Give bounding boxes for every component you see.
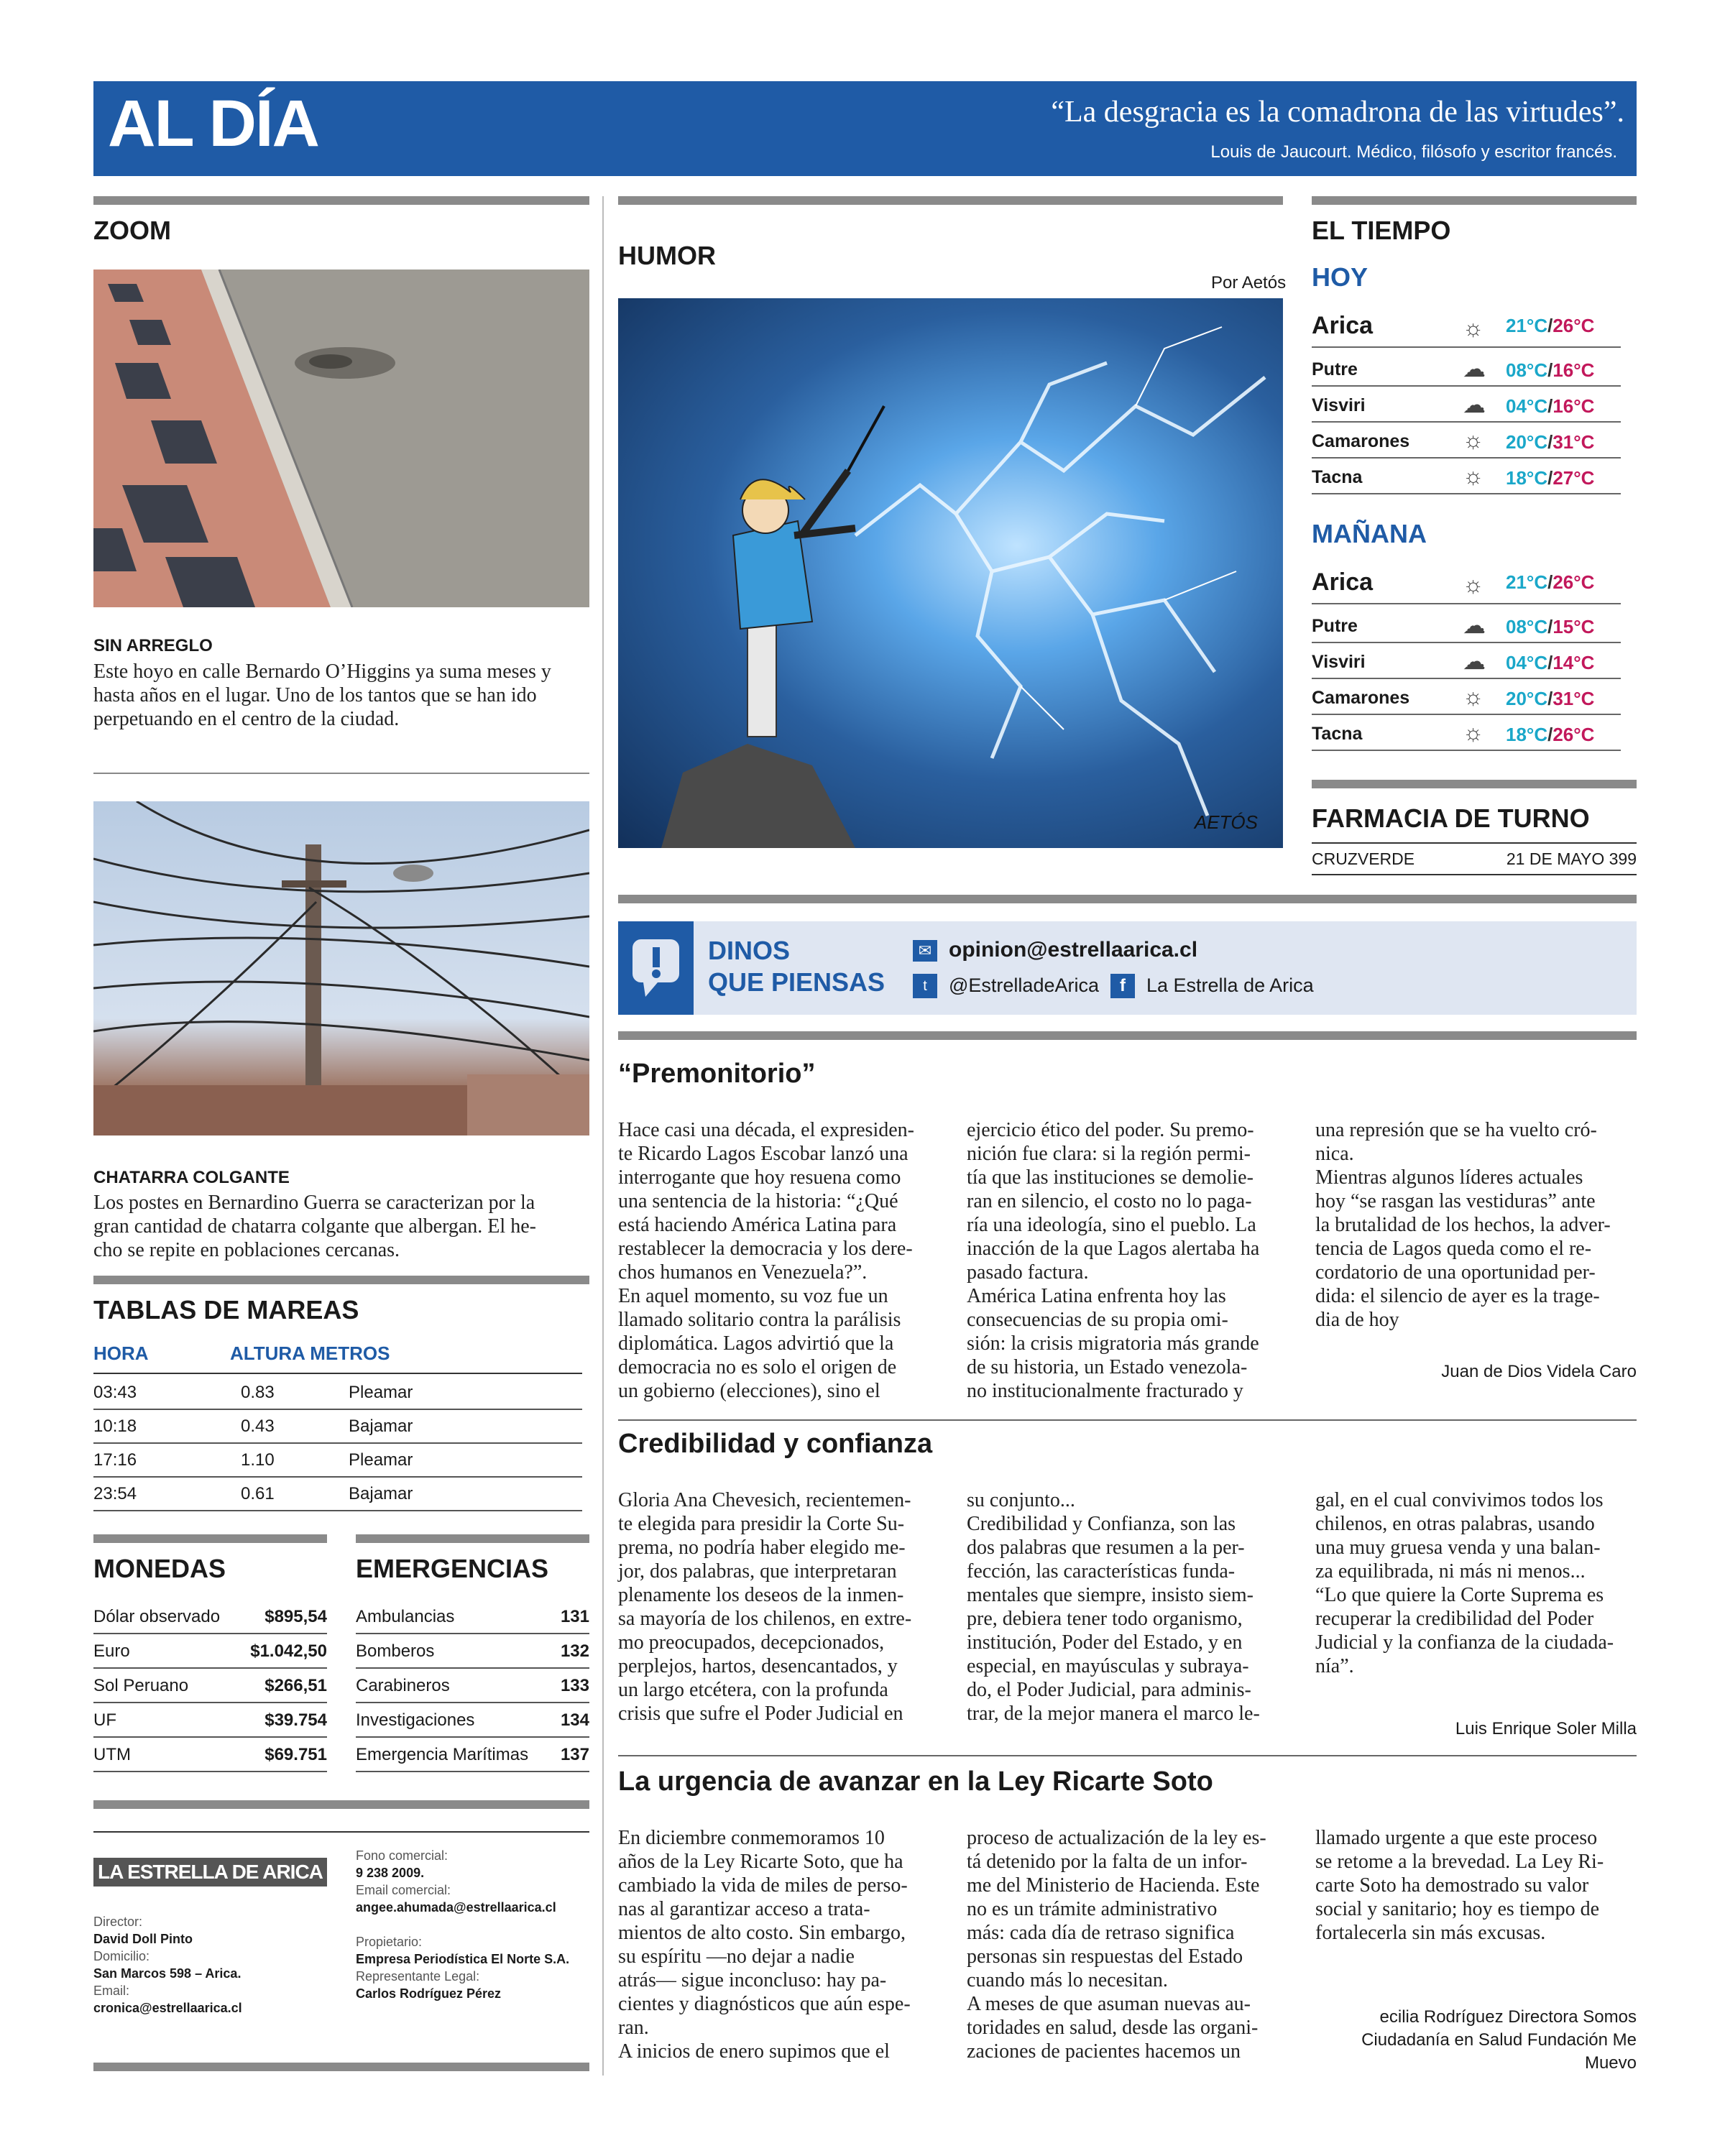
emergencies-name: Carabineros [356,1676,450,1695]
weather-max: 26°C [1552,315,1595,336]
facebook-icon: f [1110,974,1135,998]
divider [93,773,589,774]
tide-type: Bajamar [349,1484,413,1503]
weather-city: Visviri [1312,395,1366,415]
divider [93,1276,589,1284]
temp-separator: / [1547,359,1553,381]
emergencies-name: Investigaciones [356,1710,475,1730]
temp-separator: / [1547,395,1553,417]
weather-row [1312,351,1621,387]
header-quote-author: Louis de Jaucourt. Médico, filósofo y escritor francés. [1210,142,1617,162]
humor-title: HUMOR [618,241,716,270]
tides-header [93,1342,582,1374]
temp-separator: / [1547,431,1553,453]
emergencies-value: 134 [560,1710,589,1730]
letter-title: Credibilidad y confianza [618,1429,933,1459]
tide-type: Bajamar [349,1416,413,1436]
tide-height: 0.83 [241,1383,275,1402]
weather-tomorrow-label: MAÑANA [1312,519,1427,548]
divider [356,1534,589,1543]
tide-hour: 17:16 [93,1450,137,1470]
zoom-caption-2 [93,1191,597,1262]
weather-city: Visviri [1312,652,1366,672]
tides-col-hour: HORA [93,1342,149,1364]
divider [1312,196,1637,205]
weather-temps [1506,616,1594,638]
feedback-icon-bg [618,921,694,1015]
currencies-name: UTM [93,1745,131,1764]
humor-credit: Por Aetós [1211,273,1287,292]
twitter-icon: t [913,974,937,998]
zoom-caption-title-2: CHATARRA COLGANTE [93,1168,290,1187]
weather-title: EL TIEMPO [1312,216,1451,245]
legal-label: Representante Legal: [356,1969,480,1984]
caption-line: Este hoyo en calle Bernardo O’Higgins ya suma meses y [93,660,551,683]
weather-min: 21°C [1506,315,1548,336]
weather-min: 20°C [1506,431,1548,453]
zoom-photo-pothole [93,270,589,607]
table-row [93,1634,327,1669]
caption-line: cho se repite en poblaciones cercanas. [93,1239,400,1261]
weather-temps [1506,688,1594,710]
divider [618,196,1283,205]
weather-max: 26°C [1552,724,1595,745]
table-row [356,1669,589,1703]
temp-separator: / [1547,616,1553,637]
zoom-caption-title-1: SIN ARREGLO [93,636,213,655]
weather-city: Camarones [1312,431,1410,451]
letter-column: Gloria Ana Chevesich, recientemen- te elegida para presidir la Corte Su- prema, no podría haber elegido me- jor, dos palabras, que interpretaran plenamente los deseos de la inmen- sa mayoría de los chilenos, en extre- mo preocupados, decepcionados, perplejos, hartos, desencantados, y un largo etcétera, con la profunda crisis que sufre el Poder Judicial en [618,1489,912,1725]
weather-row [1312,643,1621,679]
feedback-title-2: QUE PIENSAS [708,967,886,997]
phone-label: Fono comercial: [356,1848,448,1863]
weather-row [1312,564,1621,604]
cloud-sun-rain-icon: ☁ [1463,612,1486,638]
table-row [93,1443,582,1478]
masthead-left [93,1913,242,2017]
sun-icon: ☼ [1463,719,1484,745]
tides-title: TABLAS DE MAREAS [93,1295,359,1325]
weather-city: Arica [1312,312,1374,339]
owner-label: Propietario: [356,1935,423,1949]
table-row [93,1477,582,1511]
divider [93,2063,589,2071]
weather-max: 26°C [1552,571,1595,593]
cloud-sun-rain-icon: ☁ [1463,392,1486,418]
weather-temps [1506,431,1594,453]
temp-separator: / [1547,571,1553,593]
caption-line: Los postes en Bernardino Guerra se caracterizan por la [93,1192,535,1214]
weather-row [1312,308,1621,348]
emergencies-name: Ambulancias [356,1607,455,1626]
table-row [356,1738,589,1772]
weather-max: 14°C [1552,652,1595,673]
weather-min: 18°C [1506,724,1548,745]
weather-temps [1506,395,1594,418]
divider [93,1800,589,1809]
table-row [93,1703,327,1738]
weather-min: 04°C [1506,652,1548,673]
letter-column: una represión que se ha vuelto cró- nica. Mientras algunos líderes actuales hoy “se rasgan las vestiduras” ante la brutalidad de los hechos, la adver- tencia de Lagos queda como el re- cordatorio de una oportunidad per- dida: el silencio de ayer es la trage- dia de hoy [1315,1119,1611,1331]
email[interactable]: cronica@estrellaarica.cl [93,2001,242,2015]
sun-icon: ☼ [1463,315,1484,341]
weather-row [1312,423,1621,459]
letter-column: proceso de actualización de la ley es- tá detenido por la falta de un infor- me del Ministerio de Hacienda. Este no es un trámite administrativo más: cada día de retraso significa personas sin respuestas del Estado cuando más lo necesitan. A meses de que asuman nuevas au- toridades en salud, desde las organi- zaciones de pacientes hacemos un [967,1827,1266,2063]
divider [618,1031,1637,1040]
temp-separator: / [1547,467,1553,489]
divider [93,1534,327,1543]
pharmacy-name: CRUZVERDE [1312,849,1415,868]
column-divider [602,196,604,2076]
letter-column: ejercicio ético del poder. Su premo- nición fue clara: si la región permi- tía que las instituciones se demolie- ran en silencio, el costo no lo paga- ría una ideología, sino el pueblo. La inacción de la que Lagos alertaba ha pasado factura. América Latina enfrenta hoy las consecuencias de su propia omi- sión: la crisis migratoria más grande de su historia, un Estado venezola- no institucionalmente fracturado y [967,1119,1260,1402]
tide-height: 0.61 [241,1484,275,1503]
weather-city: Tacna [1312,467,1363,487]
weather-city: Putre [1312,359,1358,379]
weather-max: 15°C [1552,616,1595,637]
letter-column: Hace casi una década, el expresiden- te Ricardo Lagos Escobar lanzó una interrogante que hoy resuena como una sentencia de la historia: “¿Qué está haciendo América Latina para restablecer la democracia y los dere- chos humanos en Venezuela?”. En aquel momento, su voz fue un llamado solitario contra la parálisis diplomática. Lagos advirtió que la democracia no es solo el origen de un gobierno (elecciones), sino el [618,1119,914,1402]
phone: 9 238 2009. [356,1866,425,1880]
divider [93,196,589,205]
weather-city: Arica [1312,568,1374,596]
director-label: Director: [93,1915,143,1929]
emergencies-value: 131 [560,1607,589,1626]
emergencies-value: 137 [560,1745,589,1764]
tide-type: Pleamar [349,1450,413,1470]
zoom-title: ZOOM [93,216,171,245]
weather-min: 21°C [1506,571,1548,593]
caption-line: hasta años en el lugar. Uno de los tantos que se han ido [93,684,537,706]
cloud-sun-rain-icon: ☁ [1463,356,1486,382]
weather-city: Camarones [1312,688,1410,708]
weather-max: 31°C [1552,688,1595,709]
table-row [93,1409,582,1444]
zoom-photo-cables [93,801,589,1135]
divider [618,1755,1637,1756]
legal-representative: Carlos Rodríguez Pérez [356,1986,502,2001]
weather-min: 04°C [1506,395,1548,417]
currencies-value: $1.042,50 [250,1641,327,1661]
weather-max: 16°C [1552,395,1595,417]
weather-min: 20°C [1506,688,1548,709]
tides-col-height: ALTURA METROS [230,1342,390,1364]
currencies-value: $39.754 [264,1710,327,1730]
pharmacy-title: FARMACIA DE TURNO [1312,803,1590,833]
caption-line: perpetuando en el centro de la ciudad. [93,708,400,730]
weather-temps [1506,359,1594,382]
commercial-email[interactable]: angee.ahumada@estrellaarica.cl [356,1900,556,1915]
currencies-value: $895,54 [264,1607,327,1626]
masthead-right [356,1847,569,2002]
weather-row [1312,679,1621,715]
currencies-title: MONEDAS [93,1554,226,1583]
letter-column: llamado urgente a que este proceso se retome a la brevedad. La Ley Ri- carte Soto ha demostrado su valor social y sanitario; hoy es tiempo de fortalecerla sin más excusas. [1315,1827,1604,1944]
sun-icon: ☼ [1463,571,1484,597]
weather-temps [1506,724,1594,746]
letter-column: su conjunto... Credibilidad y Confianza, son las dos palabras que resumen a la per- fección, las características funda- mentales que siempre, insisto siem- pre, debiera tener todo organismo, institución, Poder del Estado, y en especial, en mayúsculas y subraya- do, el Poder Judicial, para adminis- trar, de la mejor manera el marco le- [967,1489,1260,1725]
weather-row [1312,387,1621,423]
tide-height: 1.10 [241,1450,275,1470]
weather-min: 18°C [1506,467,1548,489]
currencies-name: Sol Peruano [93,1676,189,1695]
letter-author: Luis Enrique Soler Milla [1455,1719,1637,1738]
caption-line: gran cantidad de chatarra colgante que albergan. El he- [93,1215,536,1238]
currencies-value: $69.751 [264,1745,327,1764]
currencies-name: Dólar observado [93,1607,221,1626]
page-title: AL DÍA [108,87,318,160]
sun-icon: ☼ [1463,463,1484,489]
tide-type: Pleamar [349,1383,413,1402]
divider [618,1419,1637,1421]
weather-temps [1506,652,1594,674]
sun-icon: ☼ [1463,683,1484,709]
weather-min: 08°C [1506,359,1548,381]
sun-icon: ☼ [1463,427,1484,453]
emergencies-value: 133 [560,1676,589,1695]
weather-min: 08°C [1506,616,1548,637]
divider [618,895,1637,903]
feedback-title-1: DINOS [708,936,791,965]
header-quote: “La desgracia es la comadrona de las virtudes”. [1051,96,1624,129]
table-row [356,1634,589,1669]
weather-max: 31°C [1552,431,1595,453]
table-row [93,1669,327,1703]
exclamation-bubble-icon [618,921,694,1015]
zoom-caption-1 [93,660,597,731]
temp-separator: / [1547,724,1553,745]
weather-today-label: HOY [1312,262,1368,292]
letter-author: Juan de Dios Videla Caro [1441,1362,1637,1381]
weather-temps [1506,571,1594,594]
weather-temps [1506,467,1594,489]
email-label: Email: [93,1984,130,1998]
table-row [93,1738,327,1772]
cloud-sun-rain-icon: ☁ [1463,648,1486,674]
letter-author: ecilia Rodríguez Directora Somos Ciudadanía en Salud Fundación Me Muevo [1361,2007,1637,2073]
table-row [356,1600,589,1634]
temp-separator: / [1547,315,1553,336]
tide-hour: 23:54 [93,1484,137,1503]
weather-row [1312,607,1621,643]
address: San Marcos 598 – Arica. [93,1966,242,1981]
owner: Empresa Periodística El Norte S.A. [356,1952,570,1966]
emergencies-name: Emergencia Marítimas [356,1745,529,1764]
table-row [93,1376,582,1410]
pharmacy-address: 21 DE MAYO 399 [1506,849,1637,868]
letter-title: “Premonitorio” [618,1059,816,1089]
emergencies-title: EMERGENCIAS [356,1554,549,1583]
table-row [93,1600,327,1634]
weather-max: 16°C [1552,359,1595,381]
tide-hour: 10:18 [93,1416,137,1436]
weather-city: Tacna [1312,724,1363,744]
feedback-email[interactable]: opinion@estrellaarica.cl [949,938,1198,962]
weather-row [1312,459,1621,494]
weather-max: 27°C [1552,467,1595,489]
newspaper-logo: LA ESTRELLA DE ARICA [93,1858,327,1886]
currencies-value: $266,51 [264,1676,327,1695]
table-row [356,1703,589,1738]
letter-title: La urgencia de avanzar en la Ley Ricarte Soto [618,1766,1213,1797]
address-label: Domicilio: [93,1949,150,1963]
divider [1312,780,1637,788]
temp-separator: / [1547,652,1553,673]
letter-column: En diciembre conmemoramos 10 años de la Ley Ricarte Soto, que ha cambiado la vida de miles de perso- nas al garantizar acceso a trata- mientos de alto costo. Sin embargo, su espíritu —no dejar a nadie atrás— sigue inconcluso: hay pa- cientes y diagnósticos que aún espe- ran. A inicios de enero supimos que el [618,1827,911,2063]
currencies-name: Euro [93,1641,130,1661]
director: David Doll Pinto [93,1932,193,1946]
weather-city: Putre [1312,616,1358,636]
tide-hour: 03:43 [93,1383,137,1402]
tide-height: 0.43 [241,1416,275,1436]
weather-row [1312,715,1621,751]
mail-icon: ✉ [913,940,937,962]
feedback-facebook[interactable]: La Estrella de Arica [1146,975,1314,996]
letter-column: gal, en el cual convivimos todos los chilenos, en otras palabras, usando una muy gruesa venda y una balan- za equilibrada, ni más ni menos... “Lo que quiere la Corte Suprema es recuperar la credibilidad del Poder Judicial y la confianza de la ciudada- nía”. [1315,1489,1614,1677]
emergencies-value: 132 [560,1641,589,1661]
currencies-name: UF [93,1710,116,1730]
divider [93,1831,589,1833]
pharmacy-row [1312,842,1637,875]
weather-temps [1506,315,1594,337]
humor-cartoon [618,298,1283,848]
feedback-twitter[interactable]: @EstrelladeArica [949,975,1099,996]
cartoon-signature: AETÓS [1194,811,1258,833]
temp-separator: / [1547,688,1553,709]
commercial-email-label: Email comercial: [356,1883,451,1897]
emergencies-name: Bomberos [356,1641,435,1661]
